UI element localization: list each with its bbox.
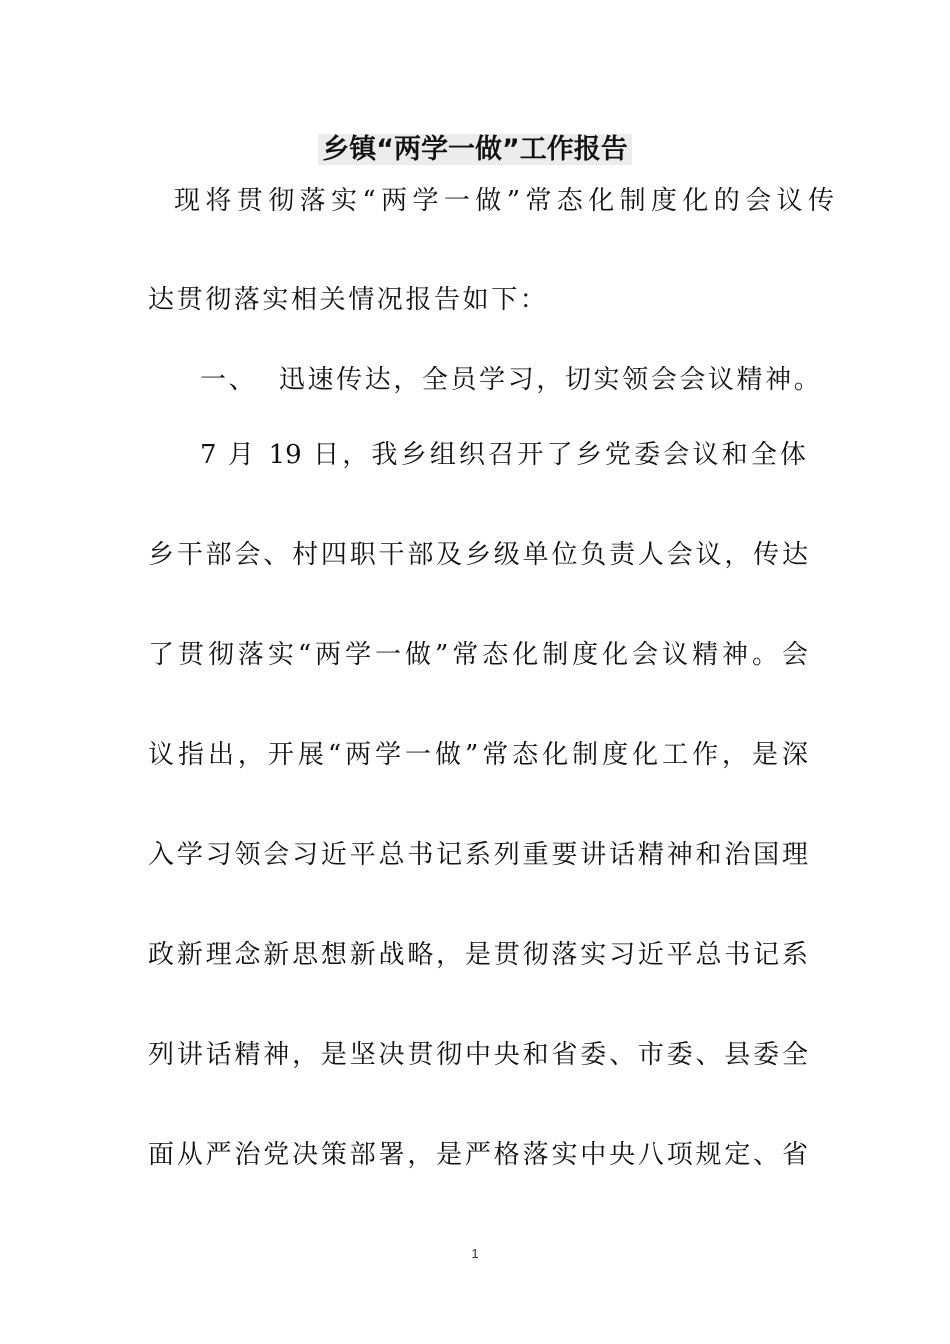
document-title	[0, 132, 950, 168]
paragraph-line-4: 7 月 19 日，我乡组织召开了乡党委会议和全体	[200, 440, 806, 470]
paragraph-line-7: 议指出，开展“两学一做”常态化制度化工作，是深	[148, 740, 808, 770]
paragraph-line-5: 乡干部会、村四职干部及乡级单位负责人会议，传达	[148, 540, 808, 570]
page-number: 1	[471, 1246, 479, 1261]
paragraph-line-2: 达贯彻落实相关情况报告如下：	[148, 285, 549, 315]
paragraph-line-9: 政新理念新思想新战略，是贯彻落实习近平总书记系	[148, 940, 808, 970]
paragraph-line-11: 面从严治党决策部署，是严格落实中央八项规定、省	[148, 1140, 808, 1170]
paragraph-line-1: 现将贯彻落实“两学一做”常态化制度化的会议传	[174, 186, 834, 216]
section-heading-1: 一、 迅速传达，全员学习，切实领会会议精神。	[200, 365, 823, 395]
document-title-text: 乡镇“两学一做”工作报告	[318, 134, 632, 165]
paragraph-line-6: 了贯彻落实“两学一做”常态化制度化会议精神。会	[148, 640, 808, 670]
paragraph-line-10: 列讲话精神，是坚决贯彻中央和省委、市委、县委全	[148, 1040, 808, 1070]
paragraph-line-8: 入学习领会习近平总书记系列重要讲话精神和治国理	[148, 840, 808, 870]
